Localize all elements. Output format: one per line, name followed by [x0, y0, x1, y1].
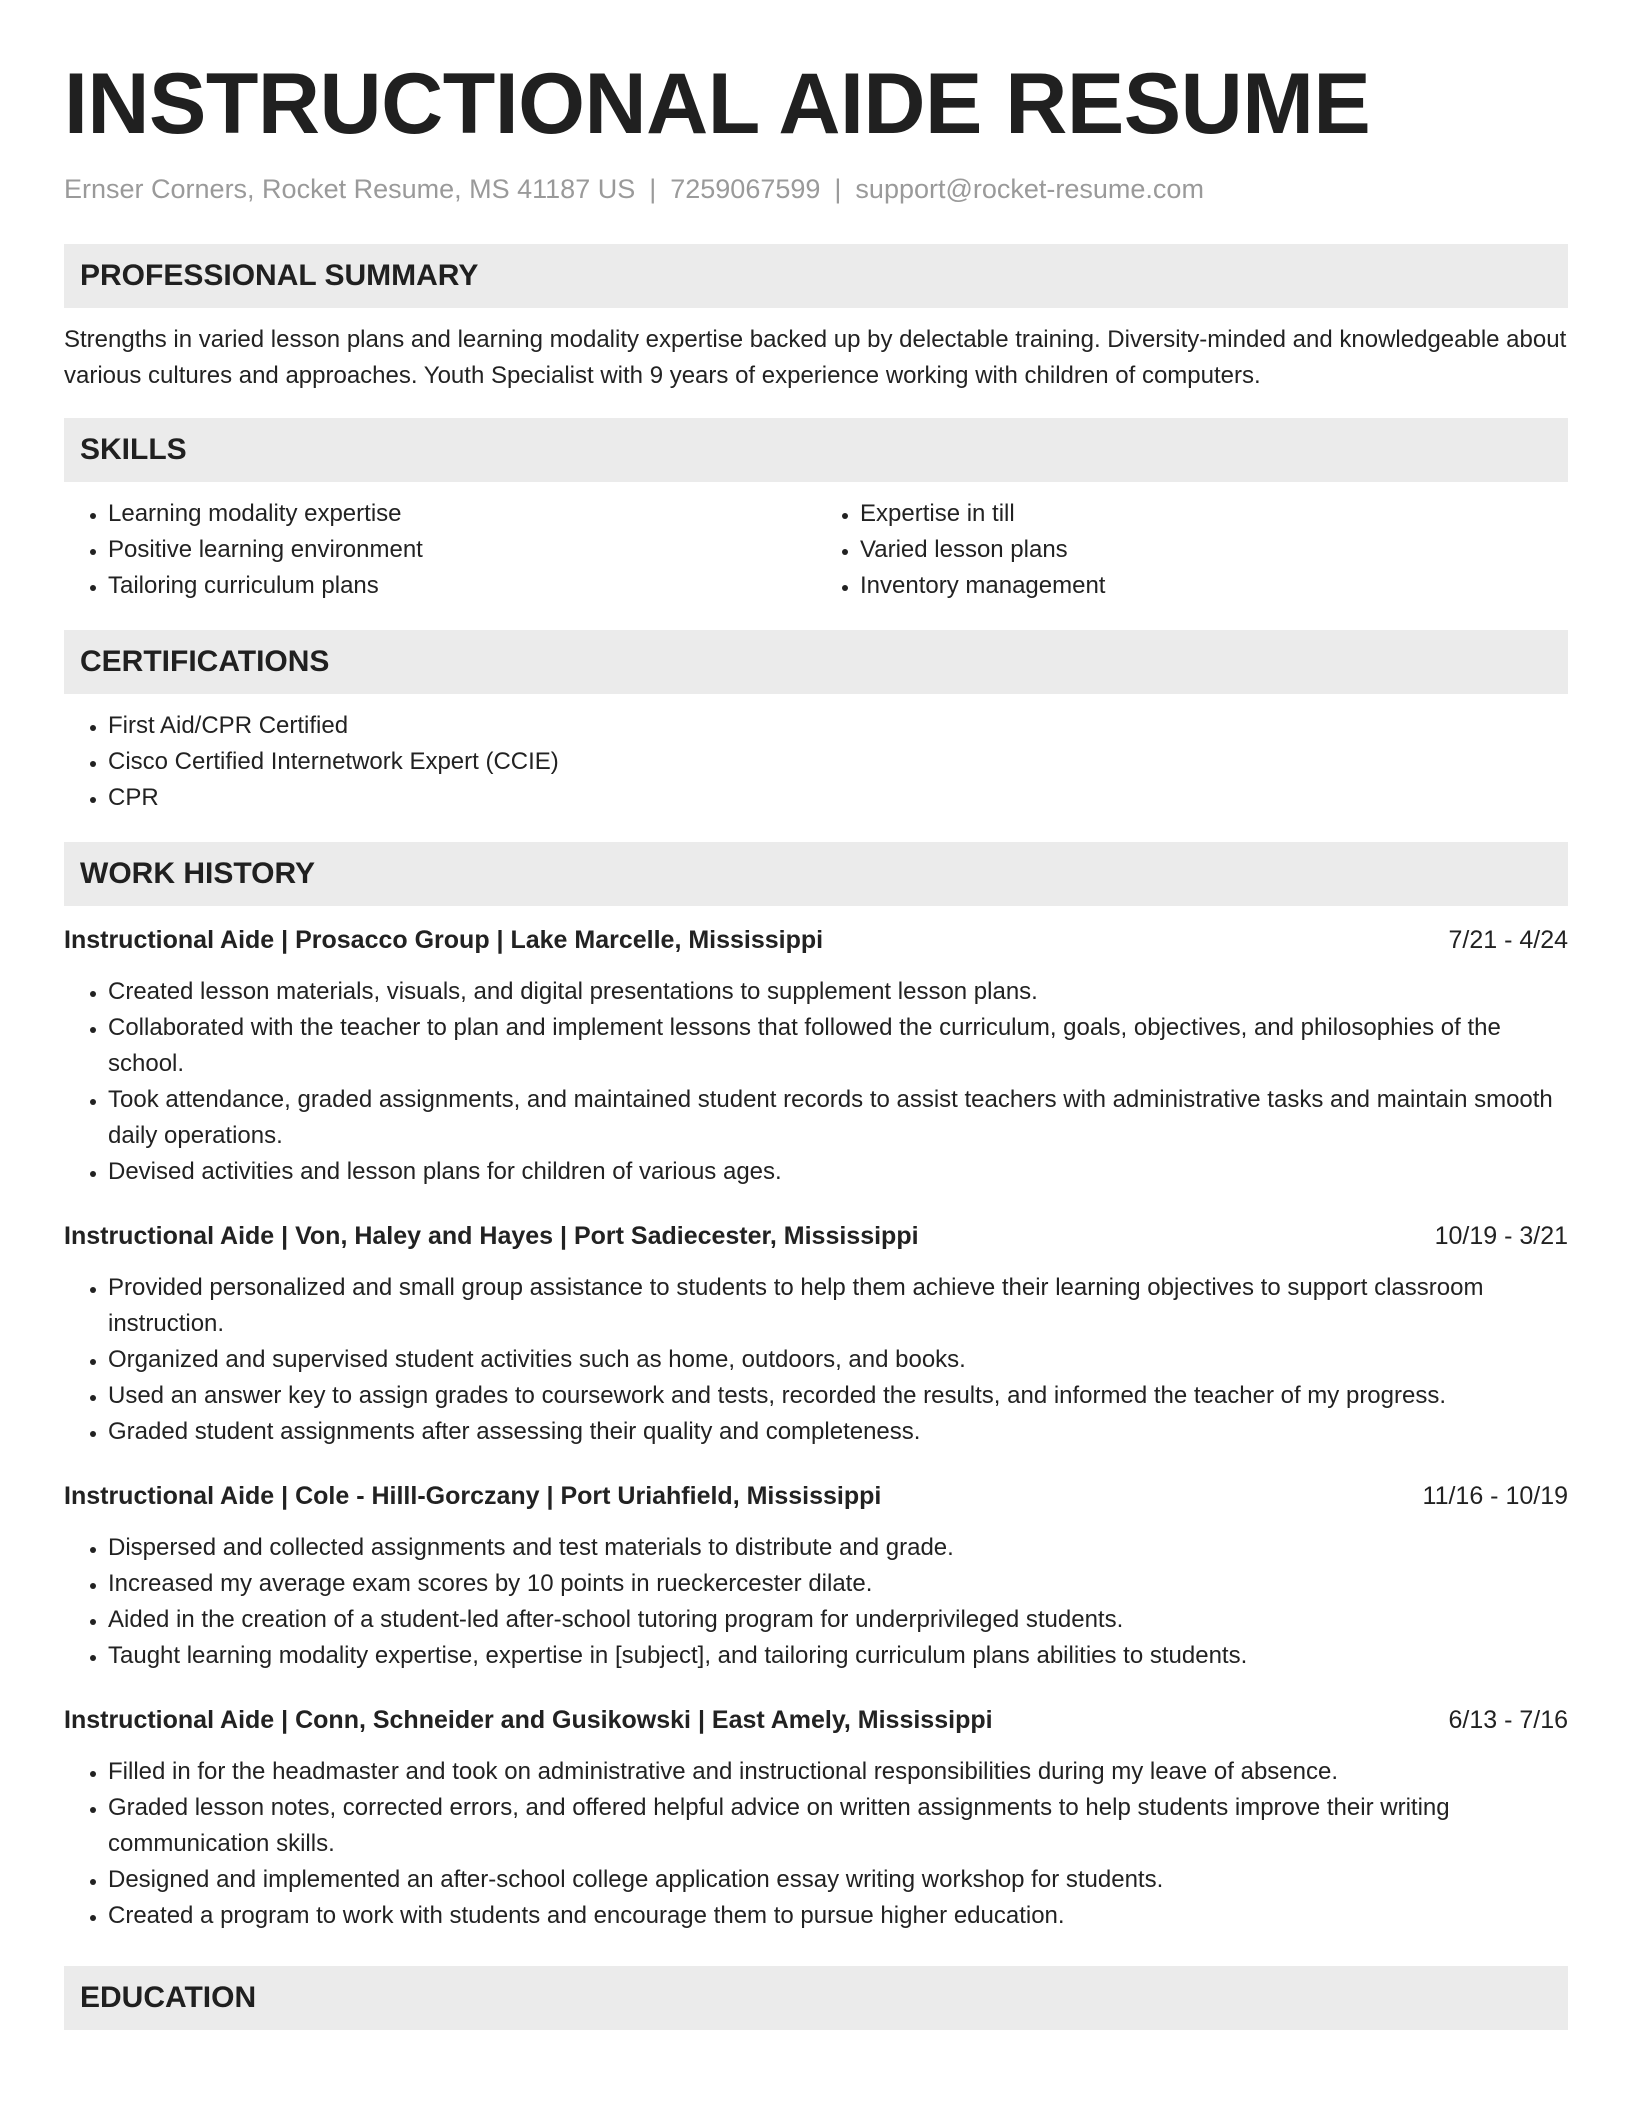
job-title: Instructional Aide | Cole - Hilll-Gorczany | Port Uriahfield, Mississippi [64, 1482, 882, 1510]
job-bullet: • Collaborated with the teacher to plan and implement lessons that followed the curriculum, goals, objectives, and philosophies of the school. [108, 1010, 1568, 1082]
certification-item: • First Aid/CPR Certified [108, 708, 1568, 744]
certification-item: • Cisco Certified Internetwork Expert (CCIE) [108, 744, 1568, 780]
contact-separator: | [649, 174, 657, 204]
job-bullet: • Graded lesson notes, corrected errors, and offered helpful advice on written assignments to help students improve their writing communication skills. [108, 1790, 1568, 1862]
contact-phone: 7259067599 [670, 174, 821, 204]
education-heading: EDUCATION [64, 1966, 1568, 2030]
job-bullet: • Used an answer key to assign grades to coursework and tests, recorded the results, and informed the teacher of my progress. [108, 1378, 1568, 1414]
work-history-heading: WORK HISTORY [64, 842, 1568, 906]
skills-list-left [64, 496, 816, 604]
job-bullet: • Created lesson materials, visuals, and digital presentations to supplement lesson plans. [108, 974, 1568, 1010]
skill-item: • Positive learning environment [108, 532, 816, 568]
job-bullet: • Created a program to work with students and encourage them to pursue higher education. [108, 1898, 1568, 1934]
certifications-list [64, 708, 1568, 816]
certification-item: • CPR [108, 780, 1568, 816]
job-header [64, 922, 1568, 958]
resume-page [64, 0, 1568, 2030]
resume-title: INSTRUCTIONAL AIDE RESUME [64, 56, 1371, 152]
job-bullet: • Increased my average exam scores by 10 points in rueckercester dilate. [108, 1566, 1568, 1602]
job-bullet: • Graded student assignments after assessing their quality and completeness. [108, 1414, 1568, 1450]
job-bullet: • Devised activities and lesson plans for children of various ages. [108, 1154, 1568, 1190]
job-title: Instructional Aide | Prosacco Group | Lake Marcelle, Mississippi [64, 926, 824, 954]
job-bullets [64, 974, 1568, 1190]
job-bullets [64, 1754, 1568, 1934]
skill-item: • Inventory management [860, 568, 1568, 604]
job-bullets [64, 1270, 1568, 1450]
skill-item: • Learning modality expertise [108, 496, 816, 532]
job-bullet: • Took attendance, graded assignments, and maintained student records to assist teachers with administrative tasks and maintain smooth daily operations. [108, 1082, 1568, 1154]
job-bullet: • Aided in the creation of a student-led after-school tutoring program for underprivileged students. [108, 1602, 1568, 1638]
job-entry [64, 1478, 1568, 1674]
skills-list-right [816, 496, 1568, 604]
job-title: Instructional Aide | Conn, Schneider and Gusikowski | East Amely, Mississippi [64, 1706, 993, 1734]
job-entry [64, 922, 1568, 1190]
job-bullet: • Dispersed and collected assignments and test materials to distribute and grade. [108, 1530, 1568, 1566]
contact-address: Ernser Corners, Rocket Resume, MS 41187 US [64, 174, 636, 204]
skill-item: • Expertise in till [860, 496, 1568, 532]
job-bullet: • Taught learning modality expertise, expertise in [subject], and tailoring curriculum plans abilities to students. [108, 1638, 1568, 1674]
skill-item: • Tailoring curriculum plans [108, 568, 816, 604]
contact-line [64, 172, 1568, 206]
skills-heading: SKILLS [64, 418, 1568, 482]
job-header [64, 1218, 1568, 1254]
job-bullet: • Provided personalized and small group assistance to students to help them achieve their learning objectives to support classroom instruction. [108, 1270, 1568, 1342]
job-dates: 6/13 - 7/16 [1448, 1706, 1568, 1734]
job-bullet: • Filled in for the headmaster and took on administrative and instructional responsibilities during my leave of absence. [108, 1754, 1568, 1790]
summary-heading: PROFESSIONAL SUMMARY [64, 244, 1568, 308]
summary-text: Strengths in varied lesson plans and learning modality expertise backed up by delectable training. Diversity-minded and knowledgeable about various cultures and approaches. Youth Specialist with 9 years of experience working with children of computers. [64, 326, 1567, 389]
contact-separator: | [834, 174, 842, 204]
job-bullet: • Designed and implemented an after-school college application essay writing workshop for students. [108, 1862, 1568, 1898]
certifications-heading: CERTIFICATIONS [64, 630, 1568, 694]
contact-email: support@rocket-resume.com [855, 174, 1204, 204]
job-header [64, 1702, 1568, 1738]
skill-item: • Varied lesson plans [860, 532, 1568, 568]
job-entry [64, 1218, 1568, 1450]
job-bullet: • Organized and supervised student activities such as home, outdoors, and books. [108, 1342, 1568, 1378]
job-title: Instructional Aide | Von, Haley and Hayes | Port Sadiecester, Mississippi [64, 1222, 919, 1250]
job-dates: 10/19 - 3/21 [1434, 1222, 1568, 1250]
skills-grid [64, 496, 1568, 604]
job-header [64, 1478, 1568, 1514]
job-entry [64, 1702, 1568, 1934]
job-dates: 11/16 - 10/19 [1422, 1482, 1568, 1510]
job-bullets [64, 1530, 1568, 1674]
job-dates: 7/21 - 4/24 [1448, 926, 1568, 954]
